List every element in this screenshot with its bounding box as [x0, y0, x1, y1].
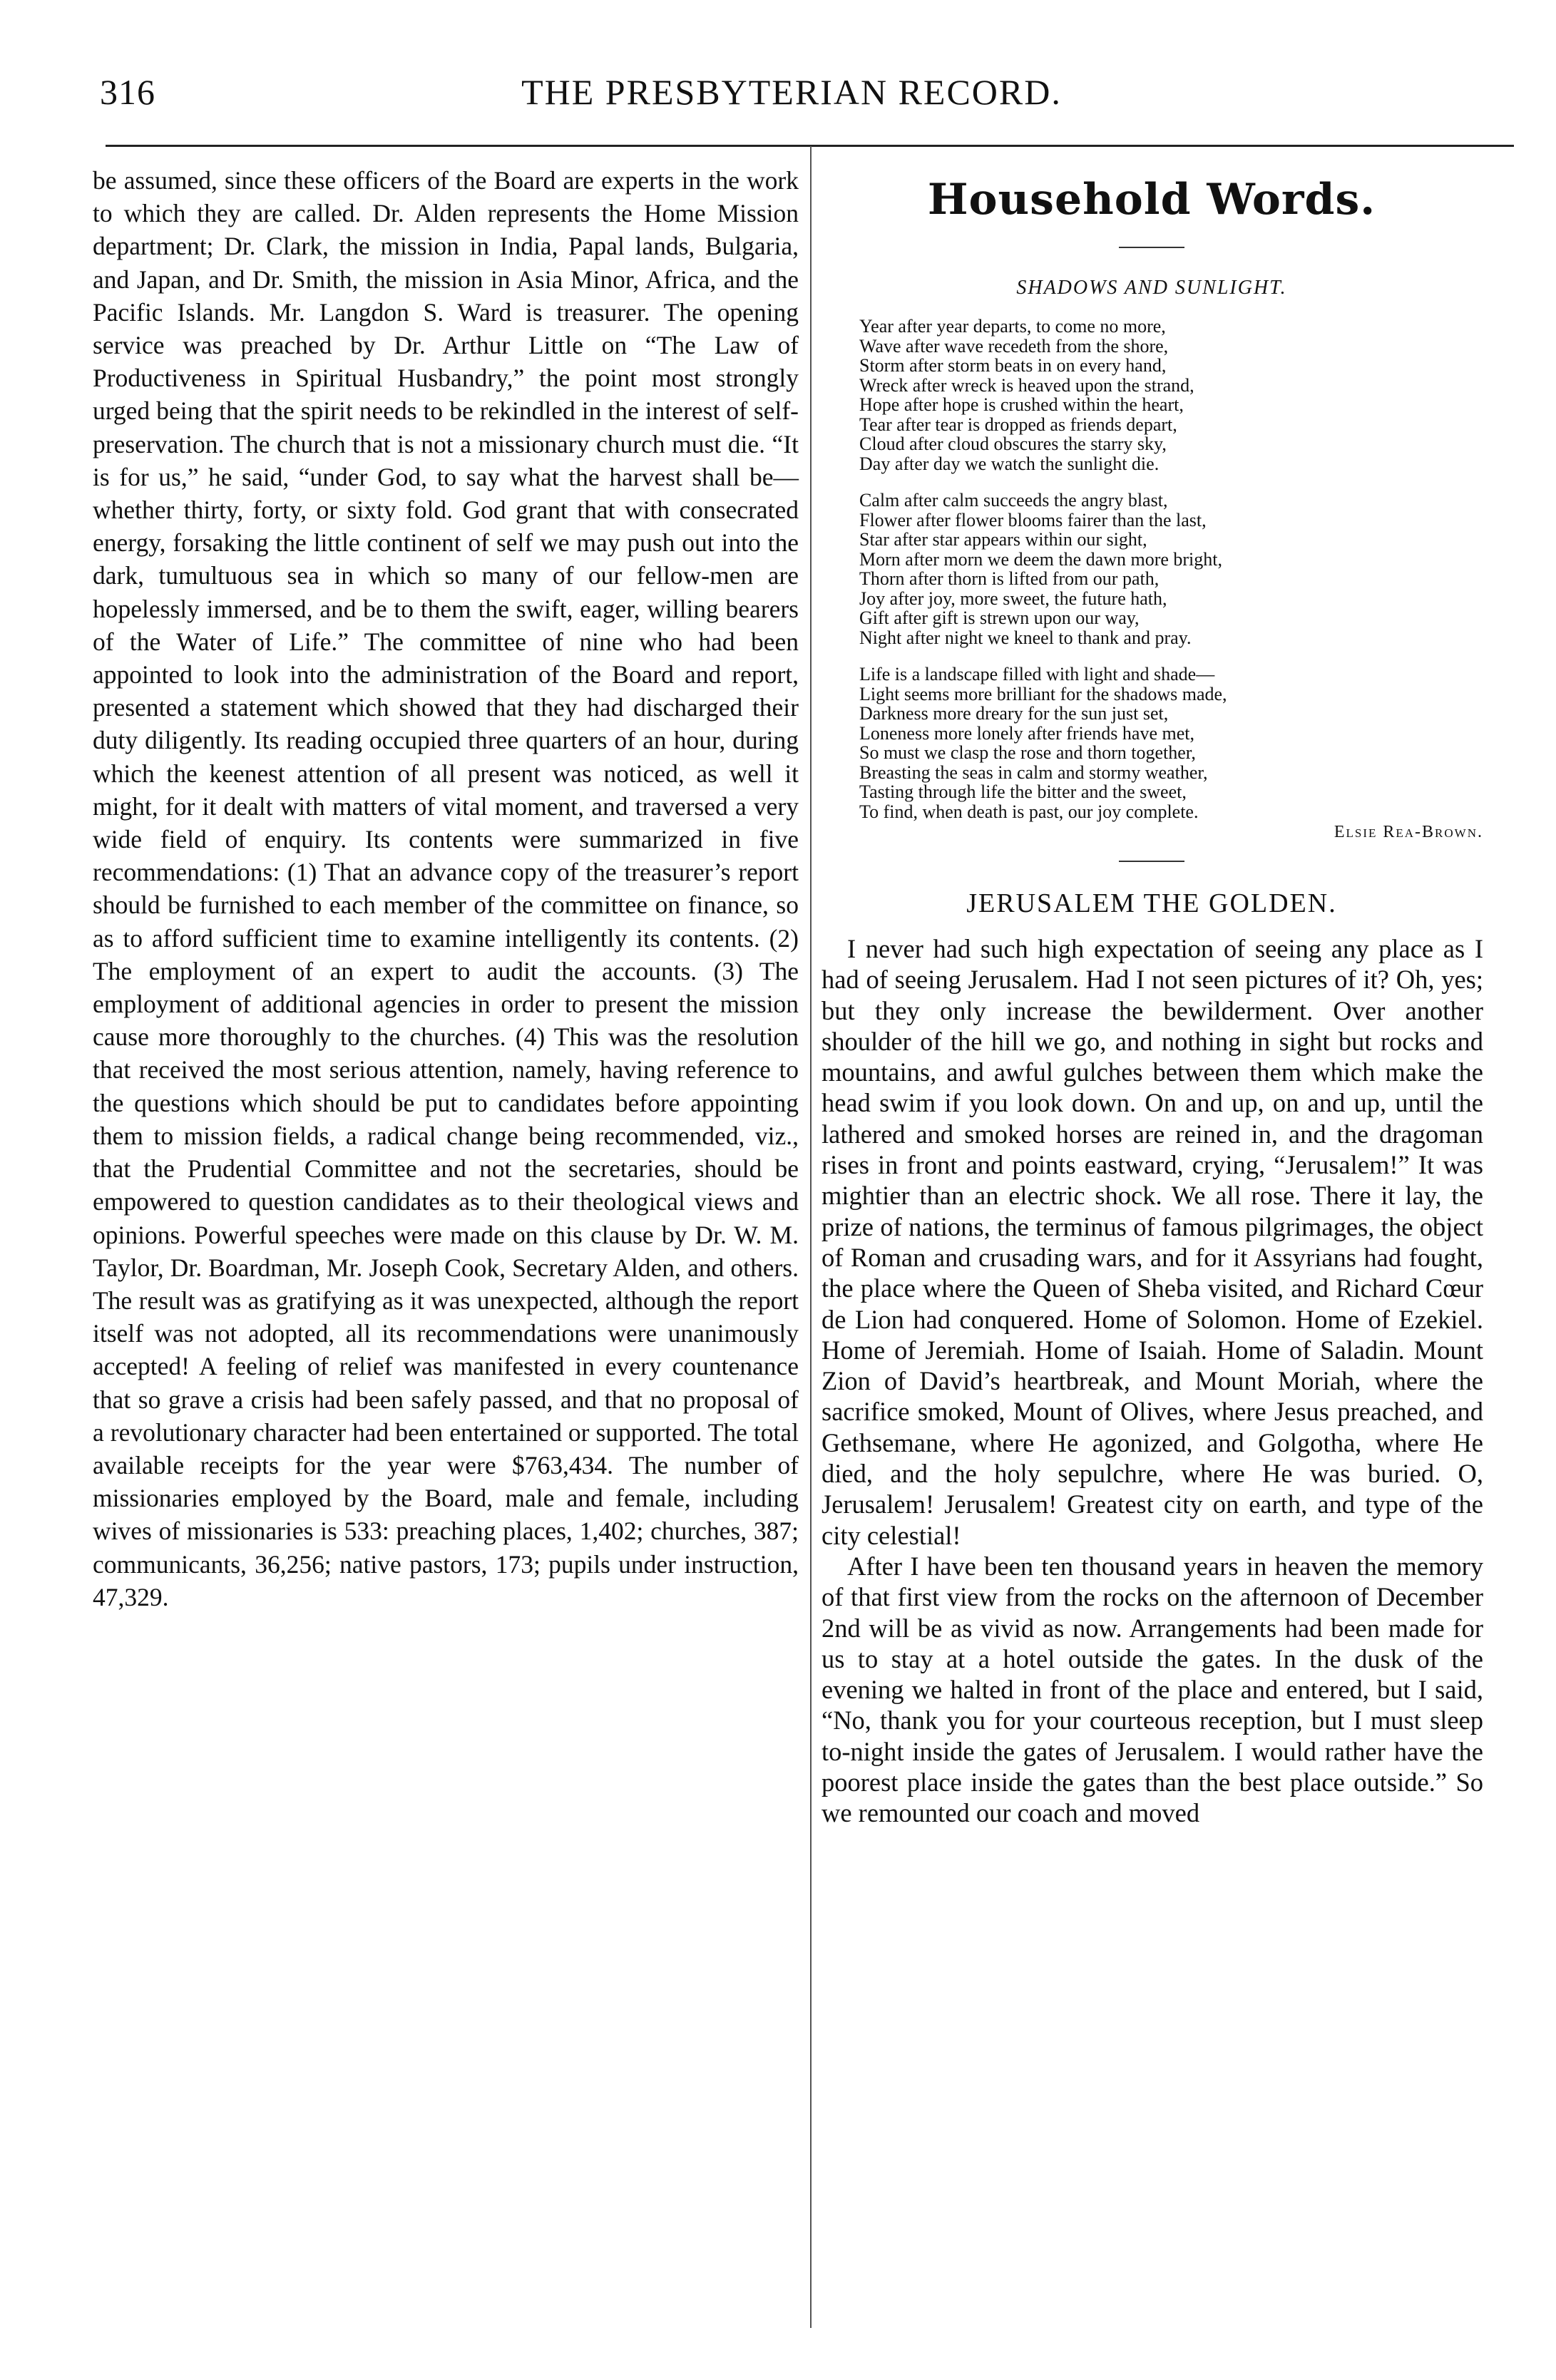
poem-line: Morn after morn we deem the dawn more bright, [859, 548, 1223, 570]
poem-line: Calm after calm succeeds the angry blast, [859, 490, 1168, 511]
poem-line: Tear after tear is dropped as friends depart, [859, 414, 1177, 435]
poem-line: Wreck after wreck is heaved upon the strand, [859, 374, 1194, 396]
section-rule [1119, 247, 1184, 248]
poem-line: Gift after gift is strewn upon our way, [859, 607, 1140, 628]
poem-line: Star after star appears within our sight, [859, 529, 1147, 550]
poem-line: Cloud after cloud obscures the starry sky, [859, 434, 1167, 454]
running-title: THE PRESBYTERIAN RECORD. [521, 72, 1062, 112]
poem-line: Darkness more dreary for the sun just set, [859, 703, 1169, 724]
poem-line: Year after year departs, to come no more, [859, 316, 1166, 337]
poem-line: To find, when death is past, our joy complete. [859, 801, 1199, 822]
poem-stanza-2 [859, 491, 1483, 647]
poem-line: Wave after wave recedeth from the shore, [859, 335, 1169, 357]
poem-title: SHADOWS AND SUNLIGHT. [1016, 277, 1287, 299]
poem-line: Thorn after thorn is lifted from our path, [859, 568, 1160, 589]
poem-stanza-3 [859, 665, 1483, 821]
poem-line: Storm after storm beats in on every hand, [859, 355, 1167, 376]
article-paragraph: After I have been ten thousand years in heaven the memory of that first view from the rocks on the afternoon of December 2nd will be as vivid as now. Arrangements had been made for us to stay at a hotel outside the gates. In the dusk of the evening we halted in front of the place and entered, but I said, “No, thank you for your courteous reception, but I must sleep to-night inside the gates of Jerusalem. I would rather have the poorest place inside the gates than the best place outside.” So we remounted our coach and moved [821, 1551, 1483, 1828]
poem-line: Night after night we kneel to thank and pray. [859, 627, 1192, 648]
poem-author: Elsie Rea-Brown. [1334, 823, 1483, 841]
section-rule [1119, 861, 1184, 862]
poem-line: Light seems more brilliant for the shadows made, [859, 683, 1227, 704]
left-column [93, 164, 799, 1614]
page-header [100, 71, 1483, 128]
article-paragraph: I never had such high expectation of seeing any place as I had of seeing Jerusalem. Had I not seen pictures of it? Oh, yes; but they only increase the bewilderment. Over another shoulder of the hill we go, and nothing in sight but rocks and mountains, and awful gulches between them which make the head swim if you look down. On and up, on and up, until the lathered and smoked horses are reined in, and the dragoman rises in front and points eastward, crying, “Jerusalem!” It was mightier than an electric shock. We all rose. There it lay, the prize of nations, the terminus of famous pilgrimages, the object of Roman and crusading wars, and for it Assyrians had fought, the place where the Queen of Sheba visited, and Richard Cœur de Lion had conquered. Home of Solomon. Home of Ezekiel. Home of Jeremiah. Home of Isaiah. Home of Saladin. Mount Zion of David’s heartbreak, and Mount Moriah, where the sacrifice smoked, Mount of Olives, where Jesus preached, and Gethsemane, where He agonized, and Golgotha, where He died, and the holy sepulchre, where He was buried. O, Jerusalem! Jerusalem! Greatest city on earth, and type of the city celestial! [821, 934, 1483, 1550]
poem-line: Day after day we watch the sunlight die. [859, 453, 1160, 474]
poem-line: Breasting the seas in calm and stormy weather, [859, 761, 1208, 783]
poem-line: Loneness more lonely after friends have met, [859, 722, 1194, 744]
poem-line: Flower after flower blooms fairer than the last, [859, 509, 1207, 530]
poem-line: Tasting through life the bitter and the sweet, [859, 781, 1187, 802]
department-title: Household Words. [927, 175, 1376, 225]
article-title: JERUSALEM THE GOLDEN. [966, 888, 1337, 918]
page-number: 316 [100, 72, 155, 112]
poem-line: Life is a landscape filled with light and shade— [859, 664, 1215, 684]
poem-line: Joy after joy, more sweet, the future hath, [859, 588, 1167, 609]
column-divider [810, 146, 812, 2328]
poem-stanza-1 [859, 317, 1483, 473]
left-column-paragraph: be assumed, since these officers of the Board are experts in the work to which they are called. Dr. Alden represents the Home Mission department; Dr. Clark, the mission in India, Papal lands, Bulgaria, and Japan, and Dr. Smith, the mission in Asia Minor, Africa, and the Pacific Islands. Mr. Langdon S. Ward is treasurer. The opening service was preached by Dr. Arthur Little on “The Law of Productiveness in Spiritual Husbandry,” the point most strongly urged being that the spirit needs to be rekindled in the interest of self-preservation. The church that is not a missionary church must die. “It is for us,” he said, “under God, to say what the harvest shall be—whether thirty, forty, or sixty fold. God grant that with consecrated energy, forsaking the little continent of self we may push out into the dark, tumultuous sea in which so many of our fellow-men are hopelessly immersed, and be to them the swift, eager, willing bearers of the Water of Life.” The committee of nine who had been appointed to look into the administration of the Board and report, presented a statement which showed that they had discharged their duty diligently. Its reading occupied three quarters of an hour, during which the keenest attention of all present was noticed, as well it might, for it dealt with matters of vital moment, and traversed a very wide field of enquiry. Its contents were summarized in five recommendations: (1) That an advance copy of the treasurer’s report should be furnished to each member of the committee on finance, so as to afford sufficient time to examine intelligently its contents. (2) The employment of an expert to audit the accounts. (3) The employment of additional agencies in order to present the mission cause more thoroughly to the churches. (4) This was the resolution that received the most serious attention, namely, having reference to the questions which should be put to candidates before appointing them to mission fields, a radical change being recommended, viz., that the Prudential Committee and not the secretaries, should be empowered to question candidates as to their theological views and opinions. Powerful speeches were made on this clause by Dr. W. M. Taylor, Dr. Boardman, Mr. Joseph Cook, Secretary Alden, and others. The result was as gratifying as it was unexpected, although the report itself was not adopted, all its recommendations were unanimously accepted! A feeling of relief was manifested in every countenance that so grave a crisis had been safely passed, and that no proposal of a revolutionary character had been entertained or supported. The total available receipts for the year were $763,434. The number of missionaries employed by the Board, male and female, including wives of missionaries is 533: preaching places, 1,402; churches, 387; communicants, 36,256; native pastors, 173; pupils under instruction, 47,329. [93, 166, 799, 1611]
poem-line: Hope after hope is crushed within the heart, [859, 394, 1184, 415]
right-column [820, 164, 1483, 1829]
poem-line: So must we clasp the rose and thorn together, [859, 742, 1196, 763]
article-body [821, 933, 1483, 1829]
